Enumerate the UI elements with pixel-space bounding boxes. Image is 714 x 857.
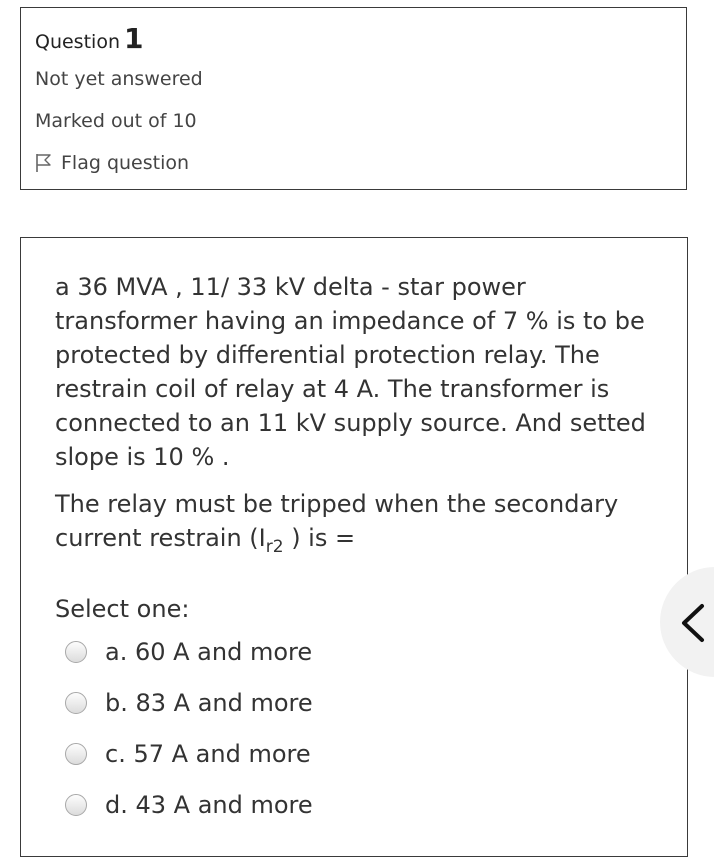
answer-option-d[interactable] (65, 791, 313, 819)
question-info-panel (20, 7, 687, 190)
radio-option-c[interactable] (65, 743, 87, 765)
question-heading (35, 22, 143, 55)
question-number: 1 (123, 22, 144, 55)
answer-option-b[interactable] (65, 689, 313, 717)
answer-option-c[interactable] (65, 740, 311, 768)
option-c-label[interactable]: c. 57 A and more (105, 740, 311, 768)
option-b-label[interactable]: b. 83 A and more (105, 689, 313, 717)
question-paragraph-1: a 36 MVA , 11/ 33 kV delta - star power transformer having an impedance of 7 % is to be protected by differential protection relay. The restrain coil of relay at 4 A. The transformer is connected to an 11 kV supply source. And setted slope is 10 % . (55, 273, 646, 471)
answer-status: Not yet answered (35, 68, 203, 90)
flag-question-label: Flag question (61, 152, 190, 174)
question-text (55, 270, 655, 564)
option-d-label[interactable]: d. 43 A and more (105, 791, 313, 819)
question-label: Question (35, 31, 120, 53)
flag-question-link[interactable] (35, 152, 189, 174)
question-paragraph-2: The relay must be tripped when the secondary current restrain ($I_{r2}$ ) is = (55, 490, 619, 557)
radio-option-d[interactable] (65, 794, 87, 816)
chevron-left-icon (678, 603, 708, 643)
answer-option-a[interactable] (65, 638, 312, 666)
option-a-label[interactable]: a. 60 A and more (105, 638, 313, 666)
flag-icon (35, 153, 53, 173)
radio-option-b[interactable] (65, 692, 87, 714)
marks-info: Marked out of 10 (35, 110, 197, 132)
question-content-panel (20, 237, 688, 857)
subscript-r2: r2 (265, 536, 284, 557)
radio-option-a[interactable] (65, 641, 87, 663)
select-one-prompt: Select one: (55, 595, 190, 623)
